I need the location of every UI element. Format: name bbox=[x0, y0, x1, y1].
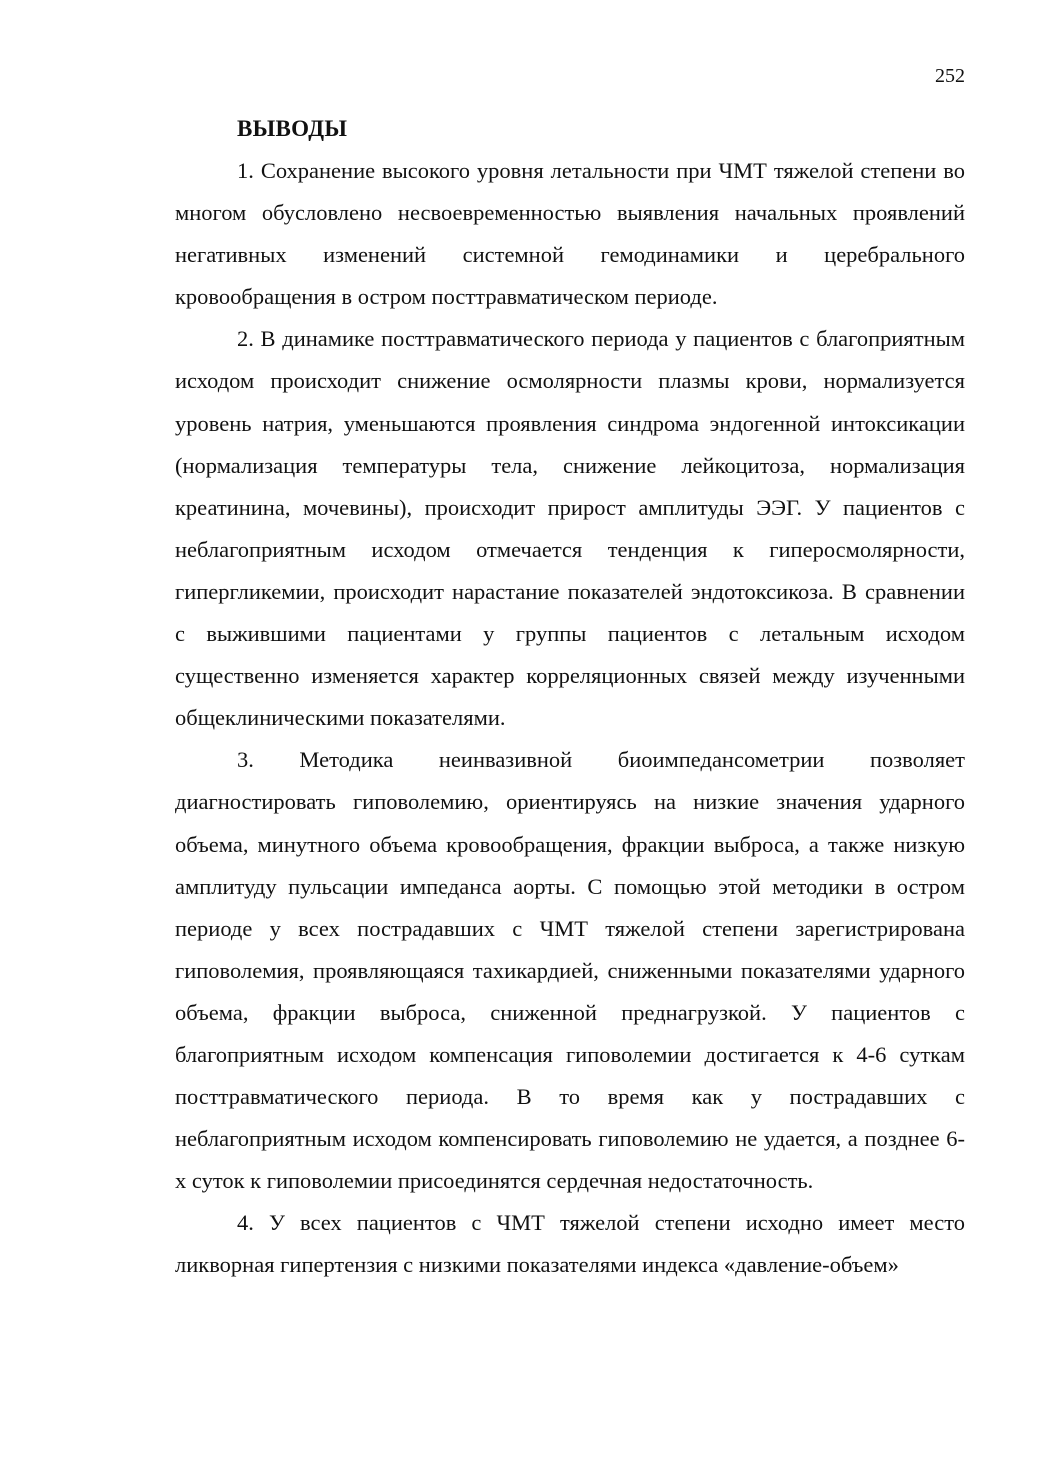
conclusion-paragraph-1: 1. Сохранение высокого уровня летальности при ЧМТ тяжелой степени во многом обусловлено несвоевременностью выявления начальных проявлений негативных изменений системной гемодинамики и церебрального кровообращения в остром посттравматическом периоде. bbox=[175, 158, 965, 310]
conclusion-paragraph-4: 4. У всех пациентов с ЧМТ тяжелой степени исходно имеет место ликворная гипертензия с низкими показателями индекса «давление-объем» bbox=[175, 1210, 965, 1278]
page-number: 252 bbox=[935, 65, 965, 87]
conclusion-paragraph-2: 2. В динамике посттравматического периода у пациентов с благоприятным исходом происходит снижение осмолярности плазмы крови, нормализуется уровень натрия, уменьшаются проявления синдрома эндогенной интоксикации (нормализация температуры тела, снижение лейкоцитоза, нормализация креатинина, мочевины), происходит прирост амплитуды ЭЭГ. У пациентов с неблагоприятным исходом отмечается тенденция к гиперосмолярности, гипергликемии, происходит нарастание показателей эндотоксикоза. В сравнении с выжившими пациентами у группы пациентов с летальным исходом существенно изменяется характер корреляционных связей между изученными общеклиническими показателями. bbox=[175, 326, 965, 731]
document-body bbox=[175, 108, 965, 1287]
section-heading: ВЫВОДЫ bbox=[237, 116, 348, 141]
conclusion-paragraph-3: 3. Методика неинвазивной биоимпедансометрии позволяет диагностировать гиповолемию, ориентируясь на низкие значения ударного объема, минутного объема кровообращения, фракции выброса, а также низкую амплитуду пульсации импеданса аорты. С помощью этой методики в остром периоде у всех пострадавших с ЧМТ тяжелой степени зарегистрирована гиповолемия, проявляющаяся тахикардией, сниженными показателями ударного объема, фракции выброса, сниженной преднагрузкой. У пациентов с благоприятным исходом компенсация гиповолемии достигается к 4-6 суткам посттравматического периода. В то время как у пострадавших с неблагоприятным исходом компенсировать гиповолемию не удается, а позднее 6-х суток к гиповолемии присоединятся сердечная недостаточность. bbox=[175, 747, 965, 1194]
